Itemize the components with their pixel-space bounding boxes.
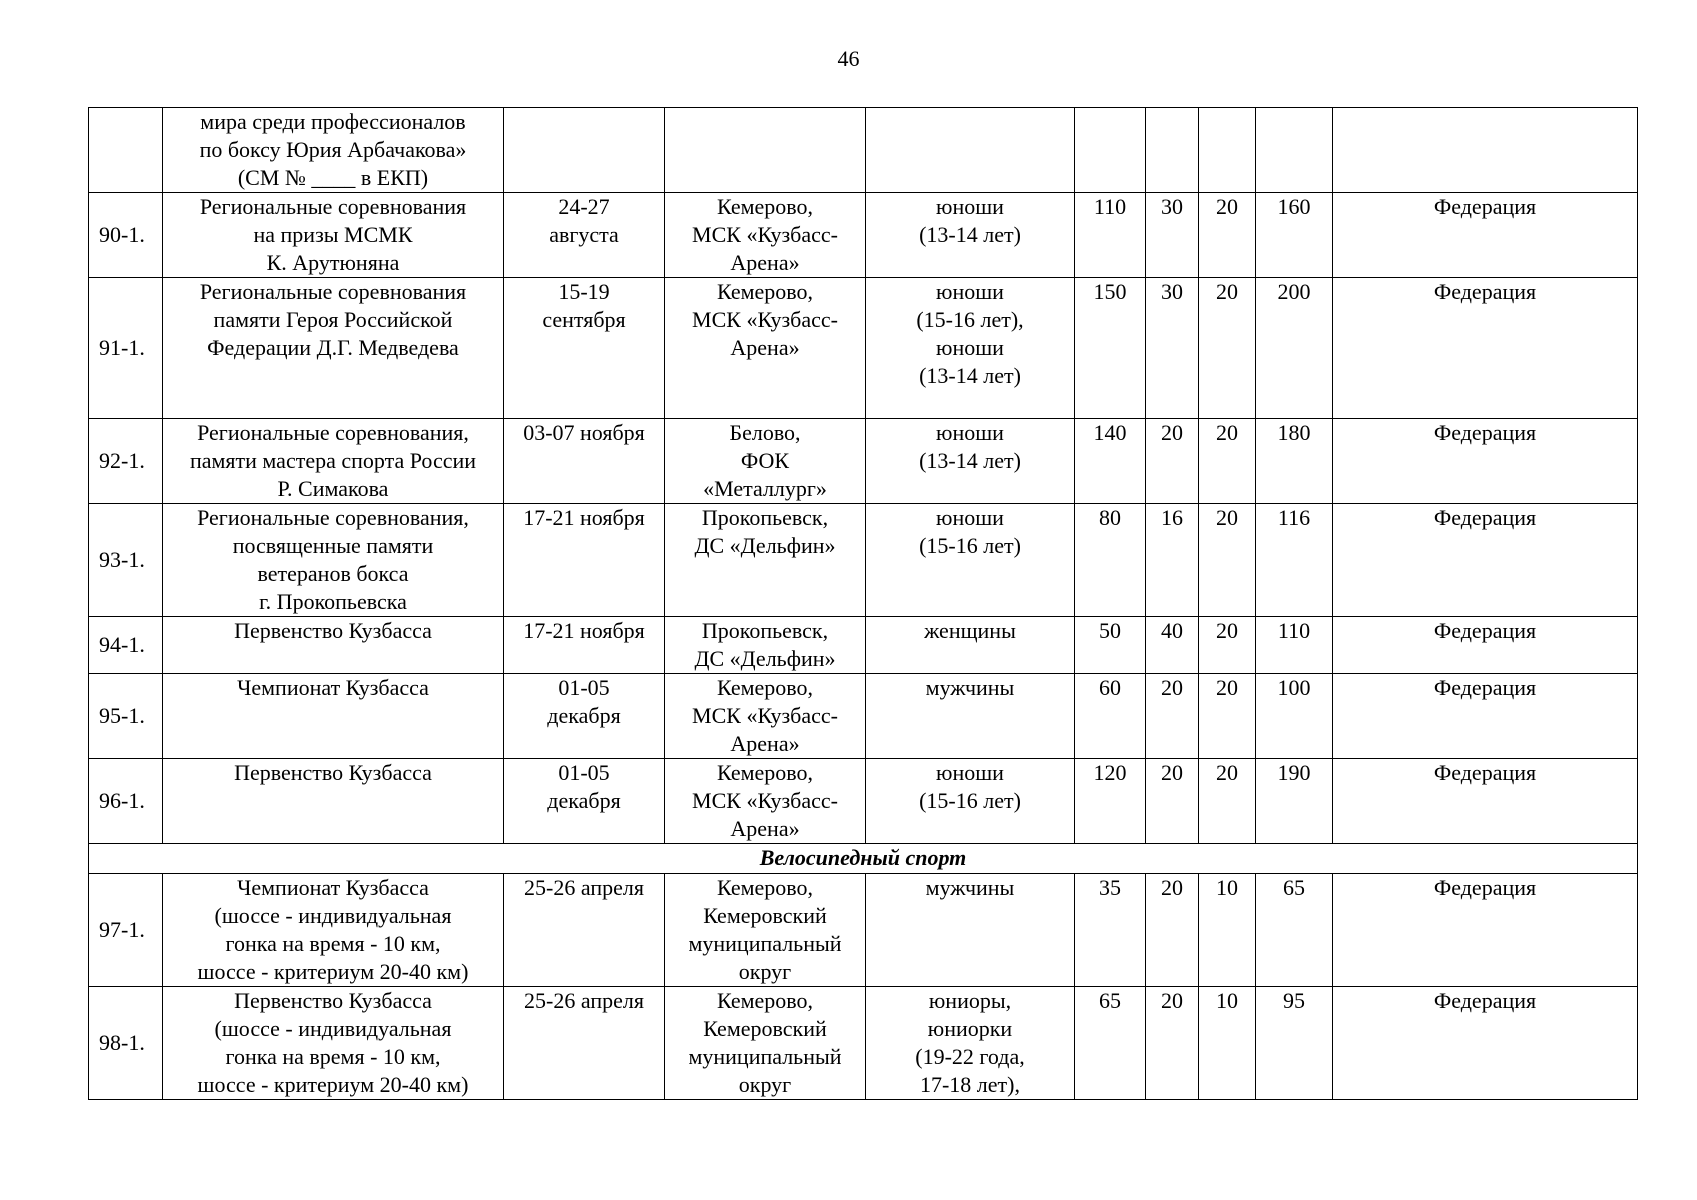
count-cell-1: 50 [1075,617,1146,674]
event-name-cell-line: памяти мастера спорта России [189,448,477,473]
participants-cell-line: (15-16 лет) [919,788,1021,813]
venue-cell [665,504,866,617]
event-name-cell-line: ветеранов бокса [257,561,409,586]
participants-cell-line: юниорки [927,1016,1013,1041]
dates-cell [504,674,665,759]
count-total-cell: 160 [1256,193,1333,278]
dates-cell [504,108,665,193]
dates-cell-line: 24-27 [558,194,610,219]
count-cell-1: 35 [1075,874,1146,987]
venue-cell-line: муниципальный [688,1044,842,1069]
venue-cell [665,759,866,844]
section-title: Велосипедный спорт [89,844,1638,874]
count-cell-3: 20 [1199,193,1256,278]
event-name-cell [163,617,504,674]
event-name-cell [163,193,504,278]
participants-cell-line: юноши [936,335,1004,360]
dates-cell-line: 01-05 [558,675,610,700]
venue-cell [665,617,866,674]
event-name-cell-line: гонка на время - 10 км, [225,931,441,956]
row-number-cell: 96-1. [89,759,163,844]
count-cell-3 [1199,108,1256,193]
event-name-cell-line: К. Арутюняна [266,250,400,275]
dates-cell-line: 25-26 апреля [524,988,644,1013]
count-cell-2: 30 [1146,193,1199,278]
participants-cell-line: (15-16 лет) [919,533,1021,558]
count-cell-1: 150 [1075,278,1146,419]
venue-cell-line: округ [738,1072,792,1097]
venue-cell-line: МСК «Кузбасс- [692,307,838,332]
count-total-cell [1256,108,1333,193]
participants-cell-line: юноши [936,760,1004,785]
venue-cell [665,108,866,193]
dates-cell-line: декабря [547,788,621,813]
event-name-cell-line: Региональные соревнования [199,194,467,219]
count-total-cell: 95 [1256,987,1333,1100]
venue-cell [665,874,866,987]
event-name-cell-line: Федерации Д.Г. Медведева [207,335,459,360]
organizer-cell [1333,108,1638,193]
venue-cell-line: МСК «Кузбасс- [692,222,838,247]
dates-cell-line: 15-19 [558,279,610,304]
event-name-cell [163,108,504,193]
organizer-cell: Федерация [1333,617,1638,674]
row-number-cell: 92-1. [89,419,163,504]
count-cell-2: 20 [1146,987,1199,1100]
row-number-cell: 98-1. [89,987,163,1100]
participants-cell-line: (13-14 лет) [919,448,1021,473]
count-cell-2: 40 [1146,617,1199,674]
table-row [89,419,1638,504]
event-name-cell-line: (СМ № ____ в ЕКП) [237,165,429,190]
venue-cell-line: ДС «Дельфин» [694,533,836,558]
event-name-cell-line: гонка на время - 10 км, [225,1044,441,1069]
participants-cell [866,674,1075,759]
count-total-cell: 110 [1256,617,1333,674]
count-cell-2: 20 [1146,419,1199,504]
organizer-cell: Федерация [1333,674,1638,759]
event-name-cell-line: Р. Симакова [277,476,389,501]
organizer-cell: Федерация [1333,419,1638,504]
event-name-cell-line: Первенство Кузбасса [234,760,432,785]
participants-cell [866,419,1075,504]
venue-cell-line: Арена» [730,335,800,360]
venue-cell-line: Белово, [729,420,801,445]
table-row [89,617,1638,674]
event-name-cell [163,759,504,844]
row-number-cell: 95-1. [89,674,163,759]
count-cell-1: 120 [1075,759,1146,844]
count-cell-1 [1075,108,1146,193]
dates-cell [504,419,665,504]
count-cell-1: 65 [1075,987,1146,1100]
count-cell-3: 20 [1199,759,1256,844]
organizer-cell: Федерация [1333,987,1638,1100]
event-name-cell-line: Чемпионат Кузбасса [237,875,429,900]
row-number-cell: 91-1. [89,278,163,419]
dates-cell [504,504,665,617]
count-total-cell: 100 [1256,674,1333,759]
dates-cell [504,193,665,278]
venue-cell-line: Кемерово, [716,760,814,785]
row-number-cell [89,108,163,193]
count-cell-1: 80 [1075,504,1146,617]
count-total-cell: 190 [1256,759,1333,844]
participants-cell-line: юноши [936,505,1004,530]
count-total-cell: 180 [1256,419,1333,504]
event-name-cell-line: (шоссе - индивидуальная [214,1016,452,1041]
venue-cell-line: Кемеровский [703,903,827,928]
count-cell-3: 20 [1199,419,1256,504]
event-name-cell-line: Региональные соревнования, [197,420,469,445]
dates-cell-line: декабря [547,703,621,728]
count-cell-3: 10 [1199,987,1256,1100]
table-row [89,504,1638,617]
participants-cell [866,193,1075,278]
event-name-cell [163,874,504,987]
event-name-cell-line: Первенство Кузбасса [234,988,432,1013]
event-name-cell-line: на призы МСМК [253,222,413,247]
event-name-cell-line: Региональные соревнования, [197,505,469,530]
event-name-cell-line: Чемпионат Кузбасса [237,675,429,700]
participants-cell-line: (15-16 лет), [916,307,1024,332]
venue-cell-line: ДС «Дельфин» [694,646,836,671]
organizer-cell: Федерация [1333,193,1638,278]
count-cell-3: 20 [1199,504,1256,617]
count-total-cell: 116 [1256,504,1333,617]
event-name-cell [163,674,504,759]
participants-cell-line: мужчины [925,875,1015,900]
count-cell-2: 16 [1146,504,1199,617]
venue-cell-line: Кемерово, [716,675,814,700]
organizer-cell: Федерация [1333,278,1638,419]
participants-cell [866,617,1075,674]
count-cell-2: 30 [1146,278,1199,419]
event-name-cell-line: посвященные памяти [232,533,434,558]
dates-cell-line: 17-21 ноября [523,618,645,643]
count-cell-3: 20 [1199,617,1256,674]
count-cell-2: 20 [1146,674,1199,759]
events-table [88,107,1638,1100]
venue-cell-line: МСК «Кузбасс- [692,788,838,813]
dates-cell-line: 25-26 апреля [524,875,644,900]
venue-cell-line: МСК «Кузбасс- [692,703,838,728]
event-name-cell [163,278,504,419]
dates-cell [504,759,665,844]
dates-cell [504,987,665,1100]
event-name-cell-line: Первенство Кузбасса [234,618,432,643]
participants-cell-line: юниоры, [928,988,1012,1013]
count-cell-2: 20 [1146,759,1199,844]
venue-cell-line: Кемерово, [716,279,814,304]
dates-cell-line: августа [549,222,619,247]
row-number-cell: 90-1. [89,193,163,278]
venue-cell-line: муниципальный [688,931,842,956]
dates-cell-line: 03-07 ноября [523,420,645,445]
venue-cell-line: Арена» [730,731,800,756]
count-cell-2: 20 [1146,874,1199,987]
row-number-cell: 97-1. [89,874,163,987]
event-name-cell-line: памяти Героя Российской [213,307,453,332]
table-row [89,759,1638,844]
venue-cell-line: Прокопьевск, [701,505,829,530]
table-row [89,987,1638,1100]
venue-cell-line: Арена» [730,250,800,275]
organizer-cell: Федерация [1333,874,1638,987]
participants-cell [866,874,1075,987]
count-cell-3: 20 [1199,674,1256,759]
event-name-cell [163,987,504,1100]
dates-cell-line: 17-21 ноября [523,505,645,530]
event-name-cell-line: по боксу Юрия Арбачакова» [199,137,467,162]
participants-cell-line: 17-18 лет), [919,1072,1020,1097]
organizer-cell: Федерация [1333,759,1638,844]
table-row [89,674,1638,759]
dates-cell [504,617,665,674]
dates-cell [504,278,665,419]
venue-cell-line: Кемерово, [716,988,814,1013]
event-name-cell-line: шоссе - критериум 20-40 км) [197,1072,469,1097]
count-cell-2 [1146,108,1199,193]
venue-cell [665,193,866,278]
event-name-cell-line: шоссе - критериум 20-40 км) [197,959,469,984]
dates-cell-line: 01-05 [558,760,610,785]
count-cell-3: 10 [1199,874,1256,987]
event-name-cell [163,419,504,504]
participants-cell-line: (13-14 лет) [919,363,1021,388]
event-name-cell [163,504,504,617]
venue-cell-line: Арена» [730,816,800,841]
participants-cell-line: (19-22 года, [915,1044,1025,1069]
participants-cell [866,987,1075,1100]
table-row [89,193,1638,278]
dates-cell-line: сентября [542,307,626,332]
venue-cell-line: Прокопьевск, [701,618,829,643]
participants-cell [866,278,1075,419]
events-table-body [89,108,1638,1100]
venue-cell-line: Кемерово, [716,875,814,900]
venue-cell-line: «Металлург» [703,476,827,501]
table-row [89,874,1638,987]
participants-cell-line: юноши [936,420,1004,445]
row-number-cell: 93-1. [89,504,163,617]
count-total-cell: 200 [1256,278,1333,419]
participants-cell [866,759,1075,844]
venue-cell [665,987,866,1100]
row-number-cell: 94-1. [89,617,163,674]
table-row [89,278,1638,419]
participants-cell-line: (13-14 лет) [919,222,1021,247]
dates-cell [504,874,665,987]
count-cell-1: 110 [1075,193,1146,278]
count-cell-1: 140 [1075,419,1146,504]
count-cell-1: 60 [1075,674,1146,759]
event-name-cell-line: Региональные соревнования [199,279,467,304]
participants-cell-line: женщины [924,618,1016,643]
venue-cell-line: ФОК [740,448,790,473]
venue-cell-line: округ [738,959,792,984]
venue-cell [665,278,866,419]
event-name-cell-line: г. Прокопьевска [259,589,407,614]
participants-cell [866,108,1075,193]
page-number: 46 [837,46,860,71]
section-row [89,844,1638,874]
participants-cell [866,504,1075,617]
count-cell-3: 20 [1199,278,1256,419]
participants-cell-line: мужчины [925,675,1015,700]
participants-cell-line: юноши [936,279,1004,304]
event-name-cell-line: (шоссе - индивидуальная [214,903,452,928]
table-row [89,108,1638,193]
participants-cell-line: юноши [936,194,1004,219]
venue-cell-line: Кемерово, [716,194,814,219]
organizer-cell: Федерация [1333,504,1638,617]
venue-cell-line: Кемеровский [703,1016,827,1041]
count-total-cell: 65 [1256,874,1333,987]
event-name-cell-line: мира среди профессионалов [200,109,466,134]
venue-cell [665,674,866,759]
venue-cell [665,419,866,504]
